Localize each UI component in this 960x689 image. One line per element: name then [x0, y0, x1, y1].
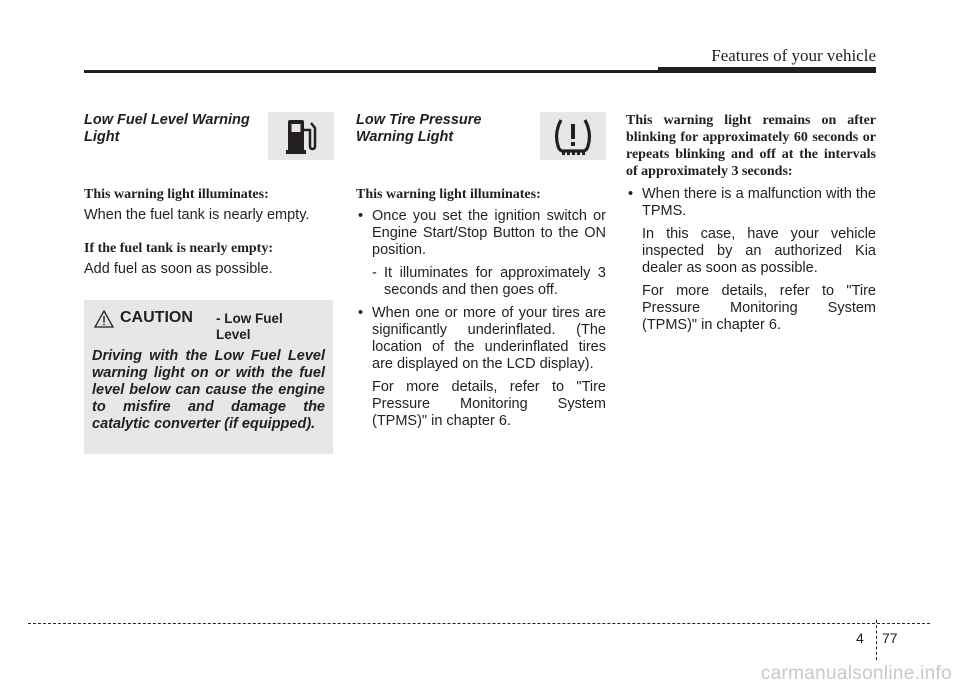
low-tire-bullet-2: • When one or more of your tires are significantly underinflated. (The location of the underinflated tires are displayed on the LCD display). [356, 305, 606, 373]
header-rule [84, 70, 658, 73]
fuel-pump-icon [268, 112, 334, 160]
low-fuel-subhead-1: This warning light illuminates: [84, 187, 269, 202]
column-low-fuel [84, 112, 334, 278]
footer-divider [876, 620, 877, 660]
low-fuel-text-2: Add fuel as soon as possible. [84, 261, 273, 277]
low-tire-dash-text: It illuminates for approximately 3 seconds and then goes off. [384, 265, 606, 298]
column-tpms-malfunction [626, 112, 876, 334]
low-tire-bullet-2-note: For more details, refer to "Tire Pressure Monitoring System (TPMS)" in chapter 6. [372, 379, 606, 429]
header-rule-accent [658, 67, 876, 73]
page-number: 77 [882, 630, 898, 646]
low-tire-dash-1 [356, 265, 606, 299]
low-fuel-heading: Low Fuel Level Warning Light [84, 112, 250, 145]
footer-rule [28, 623, 930, 624]
caution-box [84, 300, 333, 454]
low-fuel-subhead-2: If the fuel tank is nearly empty: [84, 241, 273, 256]
column-low-tire-pressure [356, 112, 606, 430]
caution-topic: - Low Fuel Level [216, 311, 283, 342]
low-tire-heading: Low Tire Pressure Warning Light [356, 112, 482, 145]
tpms-bullet-1: • When there is a malfunction with the TPMS. [626, 186, 876, 220]
low-tire-bullet-1: • Once you set the ignition switch or Engine Start/Stop Button to the ON position. [356, 208, 606, 259]
caution-label: CAUTION [120, 309, 193, 326]
tpms-subhead: This warning light remains on after blinking for approximately 60 seconds or repeats blinking and off at the intervals of approximately 3 seconds: [626, 113, 876, 179]
tpms-bullet-1-note-2: For more details, refer to "Tire Pressure Monitoring System (TPMS)" in chapter 6. [642, 283, 876, 333]
tire-pressure-warning-icon [540, 112, 606, 160]
warning-triangle-icon [94, 310, 114, 328]
caution-body: Driving with the Low Fuel Level warning light on or with the fuel level below can cause the engine to misfire and damage the catalytic converter (if equipped). [92, 348, 325, 432]
page-header-title: Features of your vehicle [711, 46, 876, 65]
low-fuel-text-1: When the fuel tank is nearly empty. [84, 207, 310, 223]
chapter-number: 4 [856, 630, 864, 646]
tpms-bullet-1-note-1: In this case, have your vehicle inspected by an authorized Kia dealer as soon as possible. [642, 226, 876, 276]
dash-mark: - [372, 265, 377, 281]
low-tire-subhead: This warning light illuminates: [356, 187, 541, 202]
watermark: carmanualsonline.info [760, 663, 952, 684]
